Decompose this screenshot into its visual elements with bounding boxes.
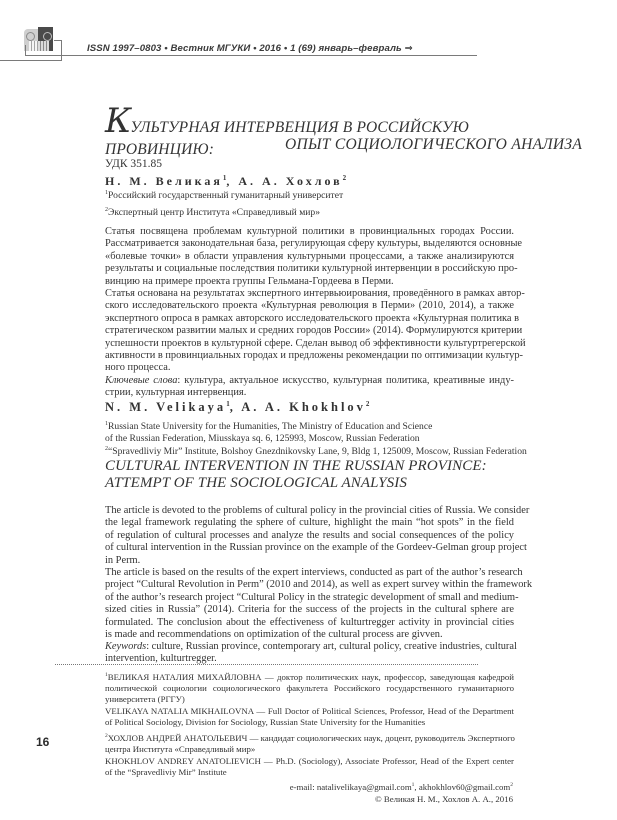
- text-line: is made and recommendations on optimization of the cultural process are givven.: [105, 629, 443, 641]
- footnote-1-en: [105, 706, 514, 728]
- text-line: of Political Sociology, Division for Sociology, Russian State University for the Humanities: [105, 717, 426, 728]
- text-line: университета (РГГУ): [105, 694, 185, 705]
- email-link-2[interactable]: akhokhlov60@gmail.com: [418, 782, 511, 792]
- email-label: e-mail:: [289, 782, 317, 792]
- authors-en: [105, 400, 369, 415]
- keywords-en: [105, 641, 517, 666]
- title-drop-initial: К: [105, 101, 131, 141]
- text-line: ного процесса.: [105, 362, 171, 374]
- text-line: ВЕЛИКАЯ НАТАЛИЯ МИХАЙЛОВНА — доктор политических наук, профессор, заведующая кафедрой: [107, 671, 514, 682]
- text-line: стратегическом развитии малых и средних городов России» (2014). Формулируются критерии: [105, 325, 523, 337]
- email-mark: 2: [510, 782, 513, 789]
- keywords-text: : culture, Russian province, contemporary art, cultural policy, creative industries, cultural: [146, 641, 517, 652]
- text-line: of cultural intervention in the Russian province on the example of the Gordeev-Gelman group project: [105, 542, 527, 554]
- keywords-label: Ключевые слова: [105, 375, 178, 386]
- keywords-text: intervention, kulturtregger.: [105, 653, 217, 665]
- affiliation-mark: 1: [105, 190, 108, 196]
- email-separator: ,: [414, 782, 419, 792]
- text-line: ского исследовательского проекта «Культурная революция в Перми» (2010, 2014), а также: [105, 300, 514, 312]
- text-line: project “Cultural Revolution in Perm” (2010 and 2014), as well as expert survey within the framework: [105, 579, 533, 591]
- logo-volute-left-icon: [26, 32, 35, 41]
- logo-volute-right-icon: [43, 32, 52, 41]
- author-1-name: Н. М. Великая: [105, 174, 223, 188]
- author-1-mark: 1: [226, 400, 230, 408]
- text-line: успешности проектов в культурной сфере. Сделан вывод об эффективности культуртрегерской: [105, 337, 526, 349]
- footnote-2-ru: [105, 731, 514, 755]
- text-line: in Perm.: [105, 554, 141, 566]
- contact-emails: [290, 782, 513, 792]
- footnote-mark: 2: [105, 733, 108, 739]
- author-2-mark: 2: [365, 400, 370, 408]
- text-line: KHOKHLOV ANDREY ANATOLIEVICH — Ph.D. (Sociology), Associate Professor, Head of the Expert center: [105, 756, 514, 766]
- text-line: formulated. The conclusion about the effectiveness of kulturtregger activity in provincial cities: [105, 616, 514, 628]
- email-mark: 1: [411, 782, 415, 789]
- running-head: ISSN 1997–0803 • Вестник МГУКИ • 2016 • 1 (69) январь–февраль ⇒: [87, 43, 413, 54]
- affiliation-text: “Spravedliviy Mir” Institute, Bolshoy Gnezdnikovsky Lane, 9, Bldg 1, 125009, Moscow, Russian Federation: [108, 446, 527, 458]
- abstract-en-paragraph-1: [105, 505, 530, 567]
- footnote-divider: [55, 664, 478, 665]
- author-separator: ,: [226, 174, 239, 188]
- abstract-ru-paragraph-2: [105, 288, 526, 375]
- footnote-1-ru: [105, 670, 514, 706]
- text-line: the legal framework regulating the sphere of culture, highlight the main “hot spots” in the field: [105, 517, 514, 529]
- affiliation-text: Russian State University for the Humanities, The Ministry of Education and Science: [108, 421, 433, 433]
- text-line: результаты и социальные последствия политики культурной интервенции в российскую про-: [105, 263, 518, 275]
- abstract-ru-paragraph-1: [105, 226, 523, 288]
- text-line: sized cities in Russia” (2014). Criteria for the success of the projects in the cultural sphere are: [105, 604, 514, 616]
- footnote-2-en: [105, 756, 514, 778]
- udk-code: УДК 351.85: [105, 158, 162, 170]
- title-en-line1: CULTURAL INTERVENTION IN THE RUSSIAN PROVINCE:: [105, 458, 487, 474]
- authors-ru: [105, 174, 346, 189]
- article-title-en: [105, 458, 487, 492]
- affiliation-text: Российский государственный гуманитарный университет: [108, 190, 344, 202]
- text-line: The article is devoted to the problems of cultural policy in the provincial cities of Russia. We consider: [105, 505, 530, 516]
- keywords-label: Keywords: [105, 641, 147, 652]
- affiliation-en-1: [105, 418, 432, 445]
- affiliation-ru-2: [105, 207, 320, 218]
- author-2-name: А. А. Хохлов: [238, 174, 343, 188]
- text-line: Статья основана на результатах экспертного интервьюирования, проведённого в рамках автор-: [105, 288, 525, 299]
- text-line: политической социологии социологического факультета Российского государственного гуманитарного: [105, 683, 514, 694]
- title-ru-line1-rest: УЛЬТУРНАЯ ИНТЕРВЕНЦИЯ В РОССИЙСКУЮ ПРОВИНЦИЮ:: [105, 119, 469, 158]
- copyright: © Великая Н. М., Хохлов А. А., 2016: [374, 794, 513, 804]
- author-2-name-en: A. A. Khokhlov: [241, 400, 366, 415]
- affiliation-mark: 2: [105, 207, 108, 213]
- affiliation-ru-1: [105, 190, 343, 201]
- text-line: центра Института «Справедливый мир»: [105, 744, 256, 755]
- text-line: «болевые точки» в области управления культурными процессами, а также анализируются: [105, 250, 514, 262]
- author-2-mark: 2: [342, 174, 347, 182]
- affiliation-mark: 1: [105, 421, 108, 427]
- text-line: of the “Spravedliviy Mir” Institute: [105, 767, 227, 778]
- text-line: активности в провинциальных городах и предложены рекомендации по оптимизации культур-: [105, 350, 524, 362]
- header-rule-vertical-2: [61, 40, 62, 61]
- text-line: ХОХЛОВ АНДРЕЙ АНАТОЛЬЕВИЧ — кандидат социологических наук, доцент, руководитель Экспертного: [107, 732, 515, 743]
- text-line: of regulation of cultural processes and analyze the results and social consequences of the policy: [105, 529, 514, 541]
- text-line: of the author’s research project “Cultural Policy in the strategic development of small and medium-: [105, 591, 519, 603]
- text-line: The article is based on the results of the expert interviews, conducted as part of the author’s research: [105, 567, 523, 578]
- footnote-mark: 1: [105, 672, 108, 678]
- abstract-en-paragraph-2: [105, 567, 533, 641]
- article-title-ru-line2: ОПЫТ СОЦИОЛОГИЧЕСКОГО АНАЛИЗА: [285, 136, 583, 153]
- text-line: винцию на примере проекта группы Гельмана-Гордеева в Перми.: [105, 275, 394, 287]
- keywords-text: : культура, актуальное искусство, культурная политика, креативные инду-: [177, 375, 515, 386]
- affiliation-text: Экспертный центр Института «Справедливый мир»: [108, 207, 320, 219]
- title-en-line2: ATTEMPT OF THE SOCIOLOGICAL ANALYSIS: [105, 475, 407, 491]
- author-1-mark: 1: [222, 174, 227, 182]
- text-line: Рассматривается законодательная база, регулирующая сферу культуры, выделяются основные: [105, 238, 523, 250]
- header-rule-left: [0, 60, 62, 61]
- logo-flutes: [29, 41, 49, 51]
- keywords-ru: [105, 375, 514, 400]
- affiliation-en-2: [105, 446, 527, 457]
- text-line: Статья посвящена проблемам культурной политики в провинциальных городах России.: [105, 226, 514, 237]
- author-1-name-en: N. M. Velikaya: [105, 400, 227, 415]
- page-number: 16: [36, 735, 50, 749]
- keywords-text: стрии, культурная интервенция.: [105, 387, 247, 399]
- author-separator: ,: [229, 400, 242, 415]
- text-line: экспертного опроса в рамках авторского исследовательского проекта «Культурная политика в: [105, 312, 520, 324]
- affiliation-mark: 2: [105, 446, 108, 452]
- affiliation-text: of the Russian Federation, Miusskaya sq. 6, 125993, Moscow, Russian Federation: [105, 433, 420, 445]
- email-link-1[interactable]: natalivelikaya@gmail.com: [316, 782, 412, 792]
- header-rule: [25, 55, 477, 56]
- text-line: VELIKAYA NATALIA MIKHAILOVNA — Full Doctor of Political Sciences, Professor, Head of the Department: [105, 706, 514, 716]
- journal-logo-icon: [24, 27, 54, 53]
